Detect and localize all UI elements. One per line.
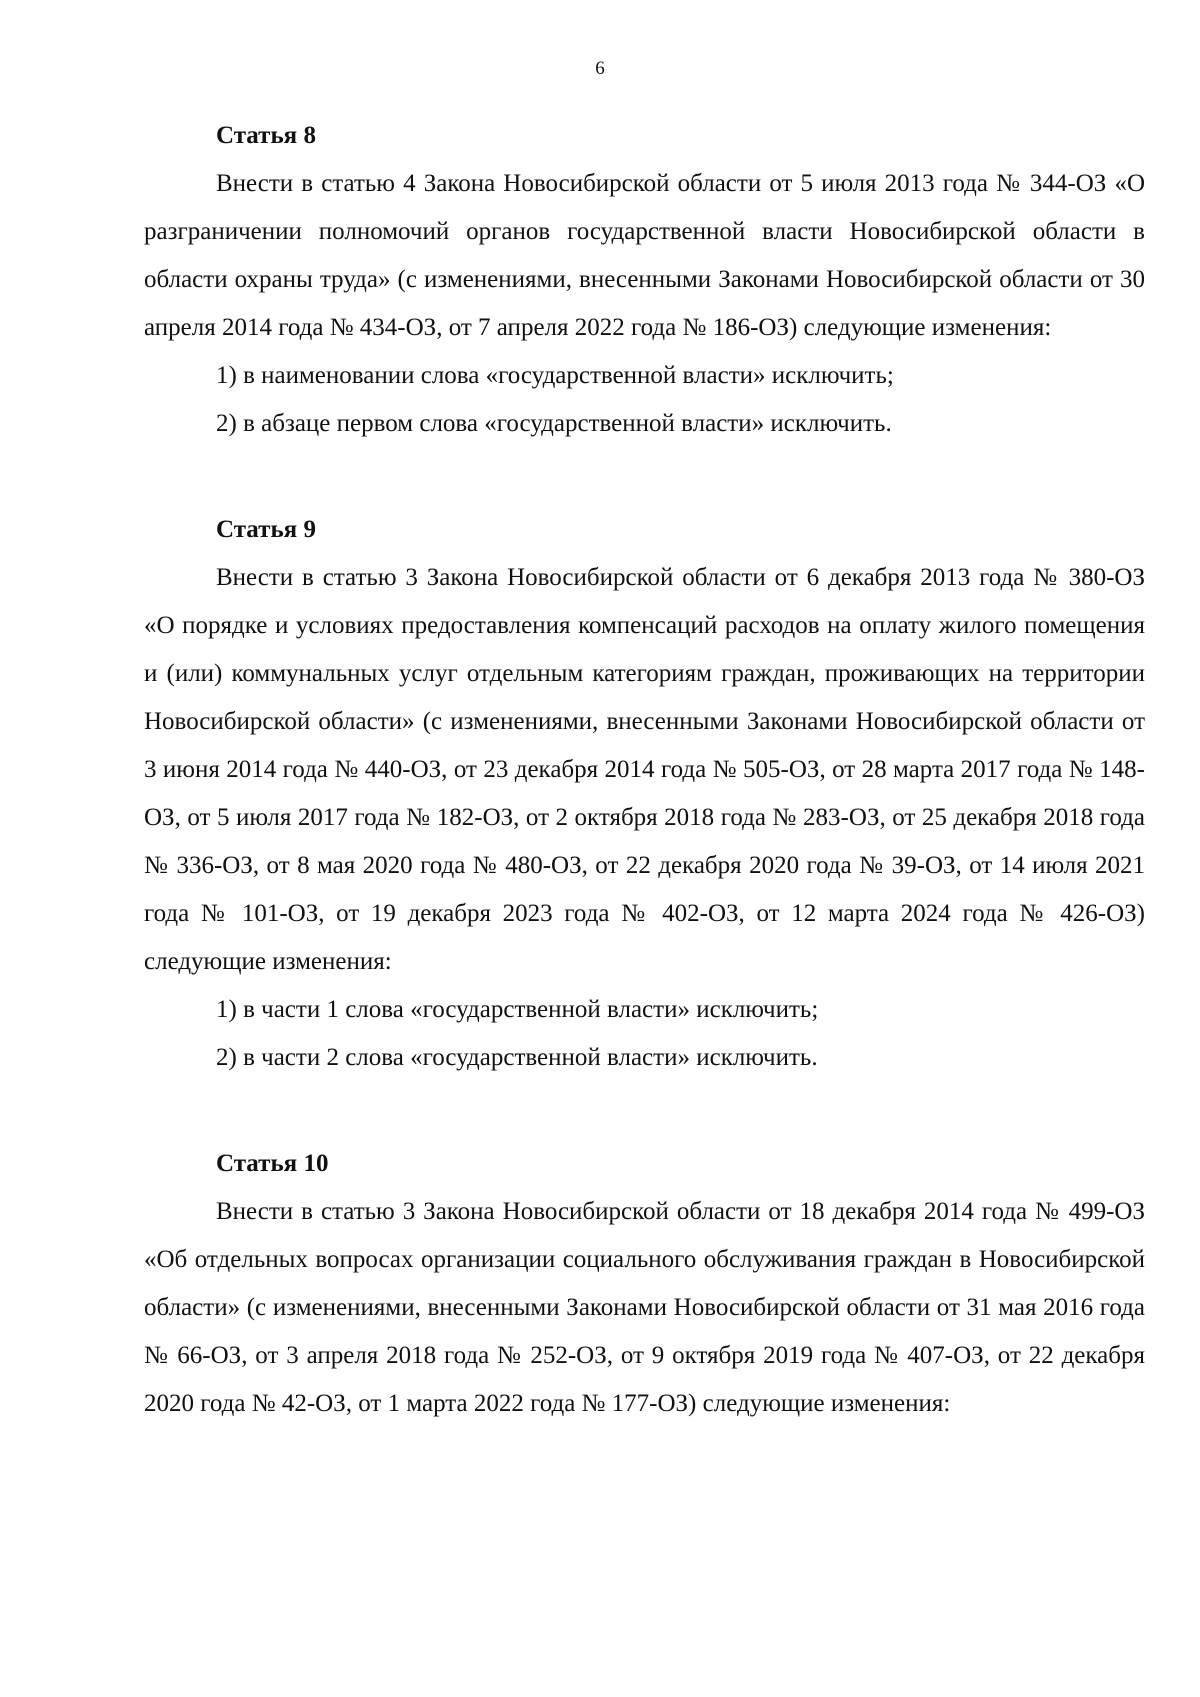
article-title: Статья 10 bbox=[216, 1150, 329, 1177]
article-item: 1) в наименовании слова «государственной власти» исключить; bbox=[216, 362, 894, 389]
article-intro: Внести в статью 3 Закона Новосибирской области от 18 декабря 2014 года № 499-ОЗ «Об отдельных вопросах организации социального обслуживания граждан в Новосибирской области» (с изменениями, внесенными Законами Новосибирской области от 31 мая 2016 года № 66-ОЗ, от 3 апреля 2018 года № 252-ОЗ, от 9 октября 2019 года № 407-ОЗ, от 22 декабря 2020 года № 42-ОЗ, от 1 марта 2022 года № 177-ОЗ) следующие изменения: bbox=[144, 1198, 1145, 1417]
article-9 bbox=[144, 506, 1145, 1082]
article-title: Статья 9 bbox=[216, 516, 316, 543]
article-intro: Внести в статью 4 Закона Новосибирской области от 5 июля 2013 года № 344-ОЗ «О разграничении полномочий органов государственной власти Новосибирской области в области охраны труда» (с изменениями, внесенными Законами Новосибирской области от 30 апреля 2014 года № 434-ОЗ, от 7 апреля 2022 года № 186-ОЗ) следующие изменения: bbox=[144, 170, 1145, 341]
article-item: 1) в части 1 слова «государственной власти» исключить; bbox=[216, 996, 819, 1023]
page-number: 6 bbox=[595, 58, 605, 79]
article-item: 2) в абзаце первом слова «государственной власти» исключить. bbox=[216, 410, 892, 437]
document-body bbox=[144, 112, 1145, 1486]
article-intro: Внести в статью 3 Закона Новосибирской области от 6 декабря 2013 года № 380-ОЗ «О порядке и условиях предоставления компенсаций расходов на оплату жилого помещения и (или) коммунальных услуг отдельным категориям граждан, проживающих на территории Новосибирской области» (с изменениями, внесенными Законами Новосибирской области от 3 июня 2014 года № 440-ОЗ, от 23 декабря 2014 года № 505-ОЗ, от 28 марта 2017 года № 148-ОЗ, от 5 июля 2017 года № 182-ОЗ, от 2 октября 2018 года № 283-ОЗ, от 25 декабря 2018 года № 336-ОЗ, от 8 мая 2020 года № 480-ОЗ, от 22 декабря 2020 года № 39-ОЗ, от 14 июля 2021 года № 101-ОЗ, от 19 декабря 2023 года № 402-ОЗ, от 12 марта 2024 года № 426-ОЗ) следующие изменения: bbox=[144, 564, 1145, 975]
article-item: 2) в части 2 слова «государственной власти» исключить. bbox=[216, 1044, 818, 1071]
article-title: Статья 8 bbox=[216, 122, 316, 149]
article-10 bbox=[144, 1140, 1145, 1428]
article-8 bbox=[144, 112, 1145, 448]
